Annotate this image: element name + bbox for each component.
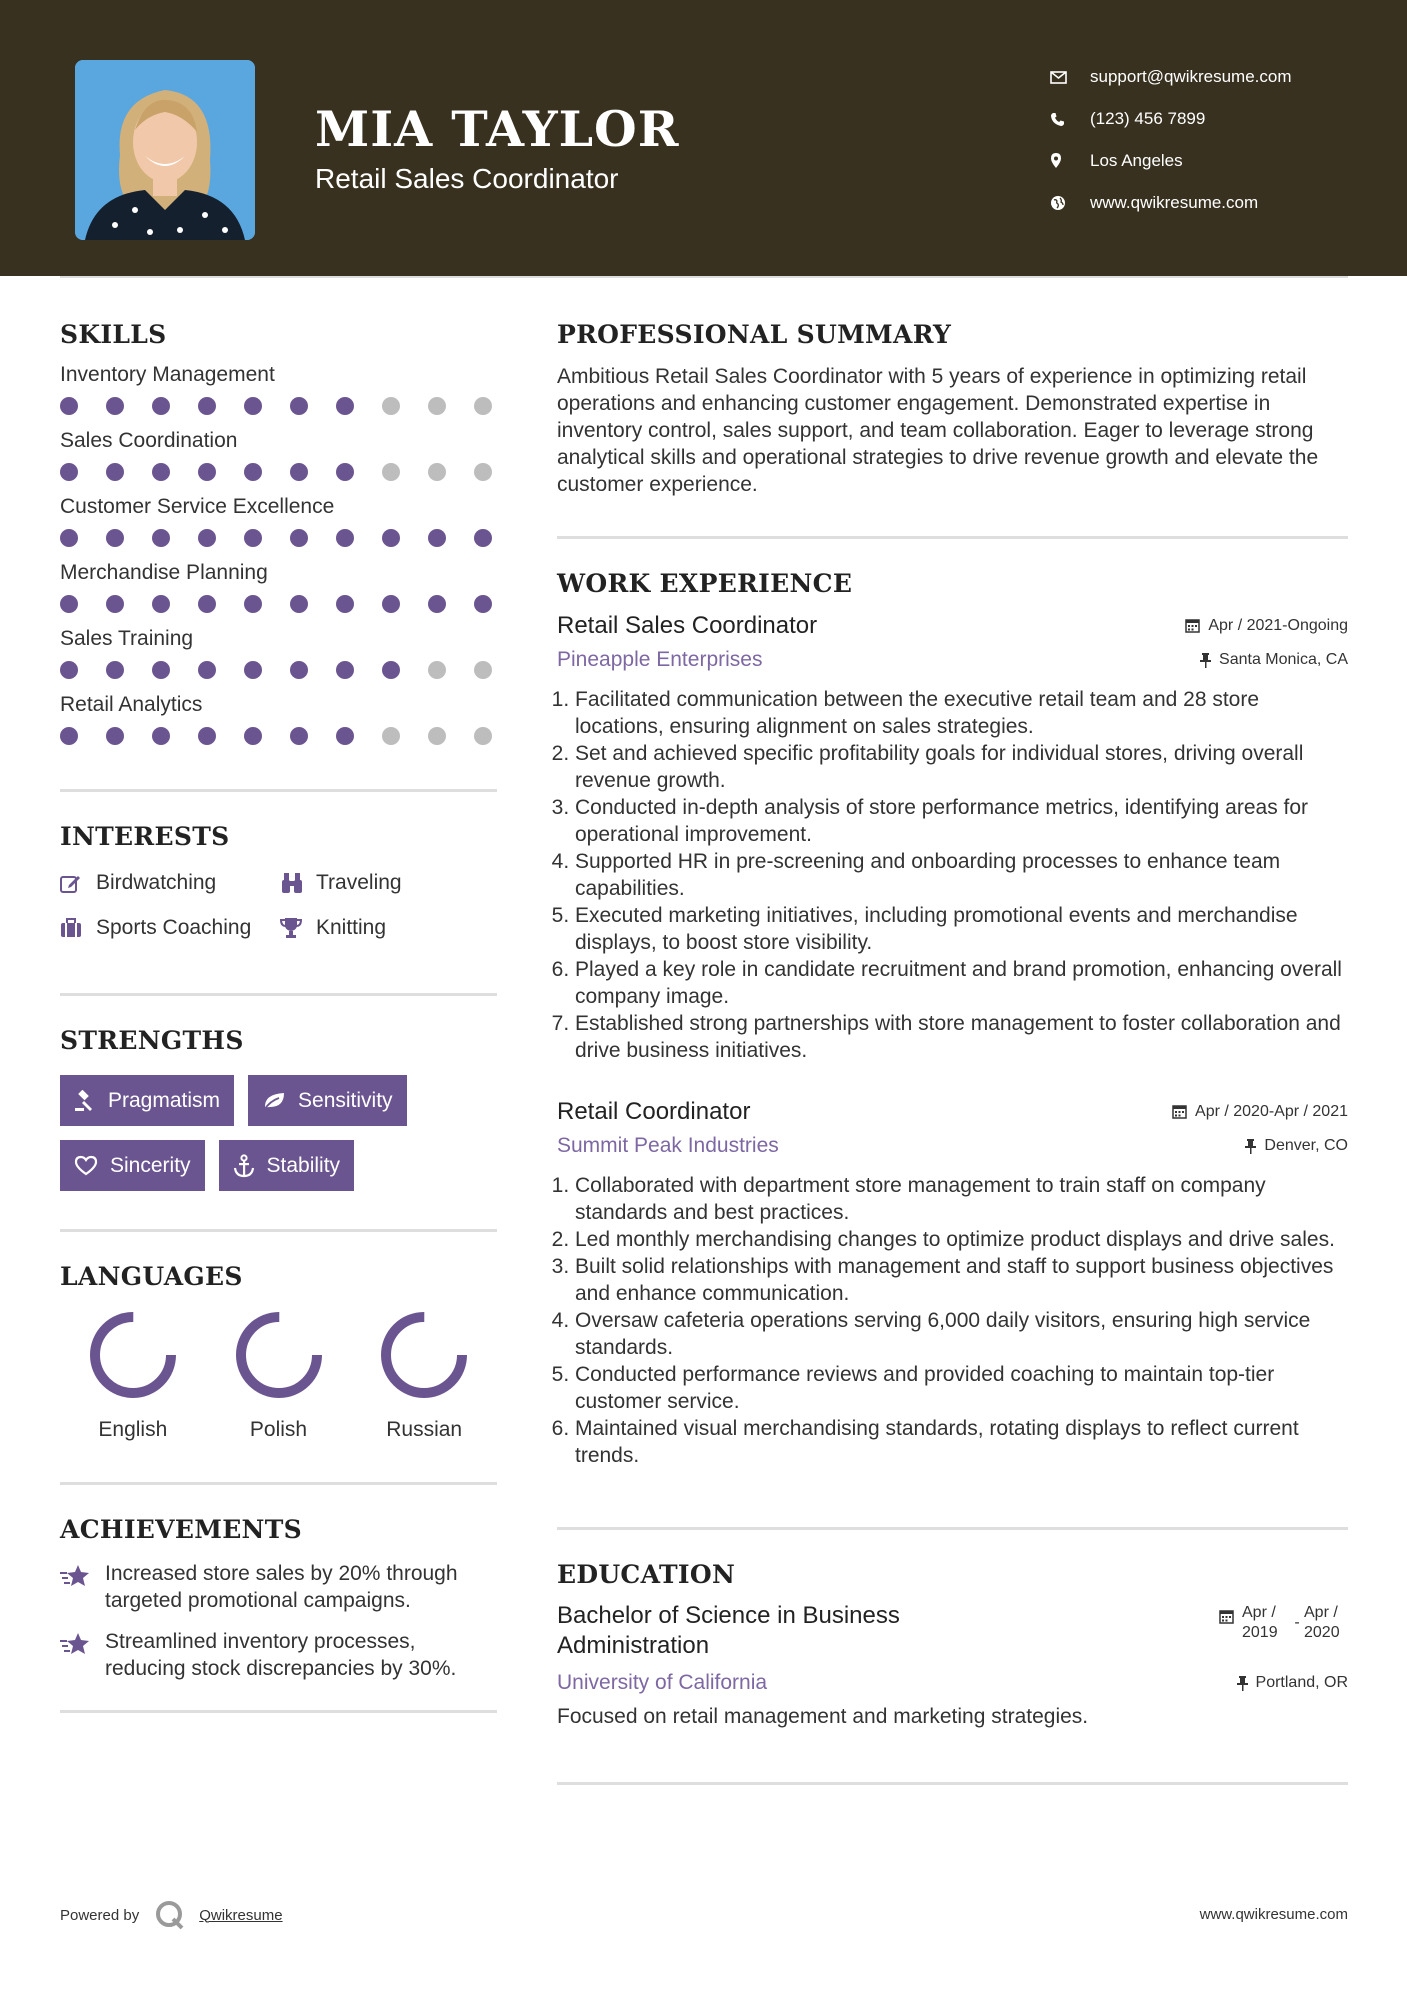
education-date xyxy=(1219,1603,1348,1661)
interest-label: Birdwatching xyxy=(96,870,217,894)
anchor-icon xyxy=(233,1154,255,1178)
education-meta xyxy=(557,1671,1348,1695)
rating-dot-filled xyxy=(60,397,78,415)
achievements-section xyxy=(60,1515,497,1682)
job-location-text: Denver, CO xyxy=(1264,1137,1348,1154)
calendar-icon xyxy=(1219,1609,1234,1624)
skill-name: Retail Analytics xyxy=(60,693,203,716)
duty-item: 6. Maintained visual merchandising standards, rotating displays to reflect current trends. xyxy=(575,1415,1348,1469)
rating-dot-filled xyxy=(474,529,492,547)
rating-dot-filled xyxy=(198,661,216,679)
rating-dot-filled xyxy=(106,529,124,547)
map-pin-icon xyxy=(1050,153,1090,169)
skills-section xyxy=(60,320,497,745)
strengths-list xyxy=(60,1075,497,1191)
qwikresume-logo-icon xyxy=(155,1900,185,1930)
contact-phone-text: (123) 456 7899 xyxy=(1090,109,1206,128)
rating-dot-empty xyxy=(474,397,492,415)
rating-dot-filled xyxy=(152,661,170,679)
rating-dot-empty xyxy=(474,463,492,481)
language-item xyxy=(60,1309,206,1442)
rating-dot-filled xyxy=(198,595,216,613)
education-description: Focused on retail management and marketing strategies. xyxy=(557,1705,1089,1728)
rating-dot-empty xyxy=(428,661,446,679)
language-label: Polish xyxy=(249,1418,308,1441)
education-location-text: Portland, OR xyxy=(1255,1674,1348,1691)
rating-dot-filled xyxy=(474,595,492,613)
duty-item: 2. Set and achieved specific profitability goals for individual stores, driving overall revenue growth. xyxy=(575,740,1348,794)
section-divider xyxy=(60,1482,497,1485)
gavel-icon xyxy=(74,1090,96,1112)
duties-list xyxy=(557,686,1348,1064)
section-divider xyxy=(60,1229,497,1232)
strength-label: Sincerity xyxy=(110,1153,191,1177)
education-heading: EDUCATION xyxy=(557,1560,736,1589)
rating-dot-empty xyxy=(474,661,492,679)
interest-item xyxy=(60,914,280,941)
star-award-icon xyxy=(60,1560,105,1614)
date-separator: - xyxy=(1294,1614,1300,1631)
rating-dot-filled xyxy=(382,529,400,547)
leaf-icon xyxy=(262,1091,286,1111)
contact-website-text: www.qwikresume.com xyxy=(1090,193,1259,212)
rating-dot-filled xyxy=(336,661,354,679)
rating-dot-filled xyxy=(60,661,78,679)
interest-item xyxy=(280,869,480,896)
section-divider xyxy=(60,1710,497,1713)
job-date xyxy=(1172,1103,1348,1121)
profile-photo xyxy=(75,60,255,240)
skills-heading: SKILLS xyxy=(60,320,167,349)
job-date xyxy=(1185,617,1348,635)
rating-dot-filled xyxy=(106,397,124,415)
strength-badge xyxy=(60,1140,205,1191)
qwikresume-link[interactable]: Qwikresume xyxy=(199,1906,283,1924)
interests-list xyxy=(60,869,497,941)
interests-heading: INTERESTS xyxy=(60,822,230,851)
achievement-text: Streamlined inventory processes, reducing stock discrepancies by 30%. xyxy=(105,1630,457,1680)
contact-location xyxy=(1050,140,1292,182)
skill-rating xyxy=(60,529,497,547)
summary-section xyxy=(557,320,1348,498)
education-date-end: Apr / 2020 xyxy=(1304,1604,1340,1641)
briefcase-icon xyxy=(60,918,96,938)
globe-icon xyxy=(1050,195,1090,211)
footer-website[interactable]: www.qwikresume.com xyxy=(1199,1906,1348,1923)
skills-list xyxy=(60,363,497,745)
pushpin-icon xyxy=(1237,1676,1248,1691)
rating-dot-empty xyxy=(382,463,400,481)
rating-dot-filled xyxy=(290,727,308,745)
duties-list xyxy=(557,1172,1348,1469)
summary-text: Ambitious Retail Sales Coordinator with 5 years of experience in optimizing retail operations and enhancing customer engagement. Demonstrated expertise in inventory control, sales support, and team collaboration. Eager to leverage strong analytical skills and operational strategies to drive revenue growth and elevate the customer experience. xyxy=(557,365,1319,496)
header-divider xyxy=(60,276,1348,278)
skill-name: Merchandise Planning xyxy=(60,561,268,584)
envelope-icon xyxy=(1050,71,1090,84)
duty-item: 5. Executed marketing initiatives, including promotional events and merchandise displays, to boost store visibility. xyxy=(575,902,1348,956)
contact-email-text: support@qwikresume.com xyxy=(1090,67,1292,86)
skill-rating xyxy=(60,727,497,745)
strength-label: Stability xyxy=(266,1153,341,1177)
duty-item: 1. Facilitated communication between the executive retail team and 28 store locations, ensuring alignment on sales strategies. xyxy=(575,686,1348,740)
section-divider xyxy=(60,789,497,792)
interests-section xyxy=(60,822,497,941)
rating-dot-filled xyxy=(198,463,216,481)
rating-dot-filled xyxy=(152,727,170,745)
rating-dot-filled xyxy=(336,529,354,547)
rating-dot-filled xyxy=(382,595,400,613)
strengths-section xyxy=(60,1026,497,1191)
rating-dot-filled xyxy=(60,463,78,481)
duty-item: 1. Collaborated with department store management to train staff on company standards and best practices. xyxy=(575,1172,1348,1226)
section-divider xyxy=(557,1782,1348,1785)
edit-icon xyxy=(60,873,96,893)
rating-dot-empty xyxy=(428,463,446,481)
language-level-ring xyxy=(233,1309,325,1401)
strengths-heading: STRENGTHS xyxy=(60,1026,244,1055)
rating-dot-filled xyxy=(60,529,78,547)
strength-badge xyxy=(60,1075,234,1126)
rating-dot-filled xyxy=(244,727,262,745)
language-label: Russian xyxy=(386,1418,463,1441)
rating-dot-empty xyxy=(428,397,446,415)
interest-label: Knitting xyxy=(316,915,387,939)
section-divider xyxy=(557,536,1348,539)
right-column xyxy=(557,320,1348,1785)
duty-item: 4. Oversaw cafeteria operations serving 6,000 daily visitors, ensuring high service standards. xyxy=(575,1307,1348,1361)
rating-dot-filled xyxy=(198,397,216,415)
rating-dot-filled xyxy=(290,463,308,481)
rating-dot-filled xyxy=(152,463,170,481)
phone-icon xyxy=(1050,112,1090,127)
strength-label: Pragmatism xyxy=(108,1088,221,1112)
binoculars-icon xyxy=(280,872,316,894)
strength-badge xyxy=(248,1075,407,1126)
language-level-ring xyxy=(87,1309,179,1401)
job-location-text: Santa Monica, CA xyxy=(1219,651,1348,668)
skill-rating xyxy=(60,397,497,415)
education-header xyxy=(557,1601,1348,1661)
calendar-icon xyxy=(1172,1104,1187,1119)
job-header xyxy=(557,1098,1348,1126)
rating-dot-empty xyxy=(382,397,400,415)
job-location xyxy=(1200,651,1348,669)
achievement-item xyxy=(60,1628,497,1682)
language-level-arc xyxy=(241,1317,317,1393)
language-item xyxy=(206,1309,352,1442)
education-section xyxy=(557,1560,1348,1730)
education-date-start: Apr / 2019 xyxy=(1242,1604,1278,1641)
job-meta xyxy=(557,648,1348,672)
job-date-text: Apr / 2020-Apr / 2021 xyxy=(1195,1102,1348,1120)
degree-title: Bachelor of Science in Business Administration xyxy=(557,1602,900,1659)
rating-dot-filled xyxy=(198,727,216,745)
duty-item: 3. Built solid relationships with management and staff to support business objectives and enhance communication. xyxy=(575,1253,1348,1307)
skill-name: Sales Training xyxy=(60,627,194,650)
rating-dot-filled xyxy=(106,661,124,679)
duty-item: 4. Supported HR in pre-screening and onboarding processes to enhance team capabilities. xyxy=(575,848,1348,902)
rating-dot-filled xyxy=(382,661,400,679)
company-name: Summit Peak Industries xyxy=(557,1134,779,1157)
achievement-item xyxy=(60,1560,497,1614)
summary-heading: PROFESSIONAL SUMMARY xyxy=(557,320,952,349)
achievement-text: Increased store sales by 20% through targeted promotional campaigns. xyxy=(105,1562,458,1612)
left-column xyxy=(60,320,497,1713)
rating-dot-filled xyxy=(106,727,124,745)
star-award-icon xyxy=(60,1628,105,1682)
rating-dot-filled xyxy=(60,727,78,745)
skill-name: Inventory Management xyxy=(60,363,275,386)
strength-badge xyxy=(219,1140,355,1191)
duty-item: 6. Played a key role in candidate recruitment and brand promotion, enhancing overall company image. xyxy=(575,956,1348,1010)
skill-rating xyxy=(60,595,497,613)
rating-dot-filled xyxy=(336,727,354,745)
rating-dot-filled xyxy=(336,397,354,415)
interest-item xyxy=(60,869,280,896)
job-header xyxy=(557,612,1348,640)
footer-powered-by xyxy=(60,1900,283,1930)
experience-section xyxy=(557,569,1348,1469)
skill-name: Customer Service Excellence xyxy=(60,495,335,518)
contact-email[interactable] xyxy=(1050,56,1292,98)
duty-item: 7. Established strong partnerships with store management to foster collaboration and drive business initiatives. xyxy=(575,1010,1348,1064)
language-item xyxy=(351,1309,497,1442)
rating-dot-filled xyxy=(290,529,308,547)
interest-label: Sports Coaching xyxy=(96,915,252,939)
duty-item: 3. Conducted in-depth analysis of store performance metrics, identifying areas for operational improvement. xyxy=(575,794,1348,848)
languages-heading: LANGUAGES xyxy=(60,1262,243,1291)
job-title: Retail Coordinator xyxy=(557,1098,751,1125)
company-name: Pineapple Enterprises xyxy=(557,648,763,671)
language-level-arc xyxy=(95,1317,171,1393)
heart-icon xyxy=(74,1155,98,1176)
job-location xyxy=(1245,1137,1348,1155)
rating-dot-filled xyxy=(198,529,216,547)
rating-dot-filled xyxy=(244,397,262,415)
rating-dot-filled xyxy=(428,595,446,613)
rating-dot-filled xyxy=(336,595,354,613)
pushpin-icon xyxy=(1245,1139,1256,1154)
experience-heading: WORK EXPERIENCE xyxy=(557,569,853,598)
duty-item: 2. Led monthly merchandising changes to optimize product displays and drive sales. xyxy=(575,1226,1348,1253)
interest-label: Traveling xyxy=(316,870,402,894)
job-entry xyxy=(557,612,1348,1064)
rating-dot-filled xyxy=(106,463,124,481)
school-name: University of California xyxy=(557,1671,768,1694)
rating-dot-filled xyxy=(336,463,354,481)
powered-by-text: Powered by xyxy=(60,1906,140,1924)
trophy-icon xyxy=(280,917,316,939)
rating-dot-filled xyxy=(290,595,308,613)
section-divider xyxy=(557,1527,1348,1530)
languages-section xyxy=(60,1262,497,1442)
rating-dot-filled xyxy=(106,595,124,613)
contact-list xyxy=(1050,56,1292,224)
candidate-title: Retail Sales Coordinator xyxy=(315,163,619,194)
education-location xyxy=(1237,1674,1348,1692)
job-title: Retail Sales Coordinator xyxy=(557,612,818,639)
languages-list xyxy=(60,1309,497,1442)
rating-dot-filled xyxy=(244,529,262,547)
language-label: English xyxy=(98,1418,168,1441)
job-entry xyxy=(557,1098,1348,1469)
skill-rating xyxy=(60,463,497,481)
pushpin-icon xyxy=(1200,653,1211,668)
rating-dot-filled xyxy=(428,529,446,547)
rating-dot-filled xyxy=(244,595,262,613)
rating-dot-empty xyxy=(382,727,400,745)
rating-dot-empty xyxy=(474,727,492,745)
job-meta xyxy=(557,1134,1348,1158)
contact-website[interactable] xyxy=(1050,182,1292,224)
language-level-ring xyxy=(378,1309,470,1401)
rating-dot-filled xyxy=(290,397,308,415)
header xyxy=(0,0,1407,276)
skill-name: Sales Coordination xyxy=(60,429,238,452)
rating-dot-filled xyxy=(152,397,170,415)
duty-item: 5. Conducted performance reviews and provided coaching to maintain top-tier customer service. xyxy=(575,1361,1348,1415)
rating-dot-empty xyxy=(428,727,446,745)
contact-phone[interactable] xyxy=(1050,98,1292,140)
language-level-arc xyxy=(386,1317,462,1393)
achievements-heading: ACHIEVEMENTS xyxy=(60,1515,302,1544)
contact-location-text: Los Angeles xyxy=(1090,151,1183,170)
interest-item xyxy=(280,914,480,941)
rating-dot-filled xyxy=(244,661,262,679)
section-divider xyxy=(60,993,497,996)
rating-dot-filled xyxy=(152,529,170,547)
rating-dot-filled xyxy=(60,595,78,613)
candidate-name: MIA TAYLOR xyxy=(315,100,680,158)
rating-dot-filled xyxy=(244,463,262,481)
rating-dot-filled xyxy=(152,595,170,613)
job-date-text: Apr / 2021-Ongoing xyxy=(1208,616,1348,634)
calendar-icon xyxy=(1185,618,1200,633)
skill-rating xyxy=(60,661,497,679)
rating-dot-filled xyxy=(290,661,308,679)
strength-label: Sensitivity xyxy=(298,1088,393,1112)
